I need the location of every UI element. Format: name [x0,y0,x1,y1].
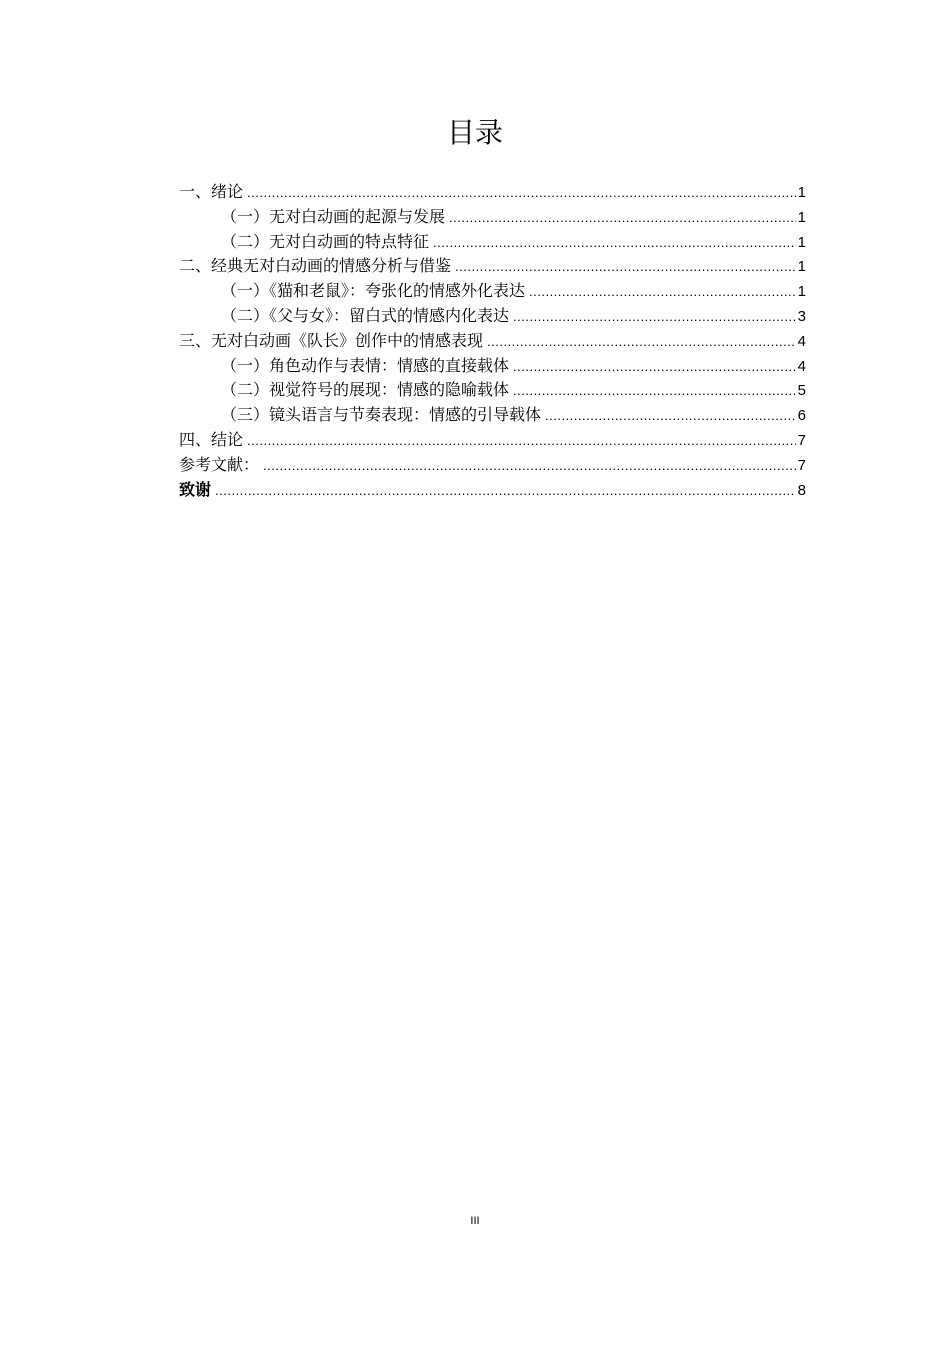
toc-entry[interactable] [179,230,806,255]
toc-entry-label: 四、结论 [179,429,244,449]
toc-entry-label: （三）镜头语言与节奏表现：情感的引导载体 [221,405,542,425]
toc-entry[interactable] [179,478,806,503]
toc-dot-leader [513,379,796,403]
toc-title: 目录 [446,116,503,149]
toc-entry[interactable] [179,279,806,304]
toc-entry[interactable] [179,329,806,354]
toc-entry-page-number: 7 [797,456,806,474]
toc-entry-label: （一）角色动作与表情：情感的直接载体 [221,355,510,375]
toc-entry-page-number: 8 [797,481,806,499]
toc-entry-label: （二）视觉符号的展现：情感的隐喻载体 [221,380,510,400]
toc-dot-leader [513,355,796,379]
toc-entry-label: （二）《父与女》：留白式的情感内化表达 [221,305,510,325]
toc-dot-leader [513,305,796,329]
toc-dot-leader [487,330,796,354]
toc-entry-label: 一、绪论 [179,182,244,201]
toc-entry-page-number: 1 [797,184,806,201]
toc-entry[interactable] [179,403,806,428]
toc-entry-label: 二、经典无对白动画的情感分析与借鉴 [179,256,452,276]
toc-dot-leader [247,429,796,453]
toc-entry-label: 参考文献： [179,454,260,474]
table-of-contents [179,180,806,502]
toc-entry-page-number: 1 [797,283,806,301]
toc-entry-page-number: 4 [797,357,806,375]
page-number-footer: III [470,1215,480,1227]
toc-entry-page-number: 7 [797,431,806,449]
toc-entry-page-number: 1 [797,208,806,226]
toc-entry-label: （一）无对白动画的起源与发展 [221,206,446,226]
toc-entry[interactable] [179,428,806,453]
toc-dot-leader [529,280,796,304]
toc-entry-label: （一）《猫和老鼠》：夸张化的情感外化表达 [221,281,526,301]
toc-entry[interactable] [179,378,806,403]
toc-entry[interactable] [179,205,806,230]
toc-entry[interactable] [179,180,806,205]
toc-dot-leader [215,479,796,503]
toc-entry-page-number: 3 [797,307,806,325]
toc-dot-leader [449,206,796,230]
toc-dot-leader [247,181,796,205]
toc-entry[interactable] [179,453,806,478]
toc-dot-leader [455,255,796,279]
toc-entry-page-number: 4 [797,332,806,350]
toc-entry-page-number: 1 [797,233,806,251]
toc-entry-page-number: 1 [797,258,806,276]
toc-dot-leader [263,454,796,478]
toc-entry[interactable] [179,304,806,329]
toc-dot-leader [545,404,796,428]
toc-entry-label: （二）无对白动画的特点特征 [221,231,430,251]
toc-entry-page-number: 5 [797,382,806,400]
toc-entry-label: 三、无对白动画《队长》创作中的情感表现 [179,330,484,350]
toc-entry[interactable] [179,254,806,279]
toc-entry-label: 致谢 [179,479,212,499]
toc-dot-leader [433,231,796,255]
toc-entry[interactable] [179,354,806,379]
toc-entry-page-number: 6 [797,407,806,425]
